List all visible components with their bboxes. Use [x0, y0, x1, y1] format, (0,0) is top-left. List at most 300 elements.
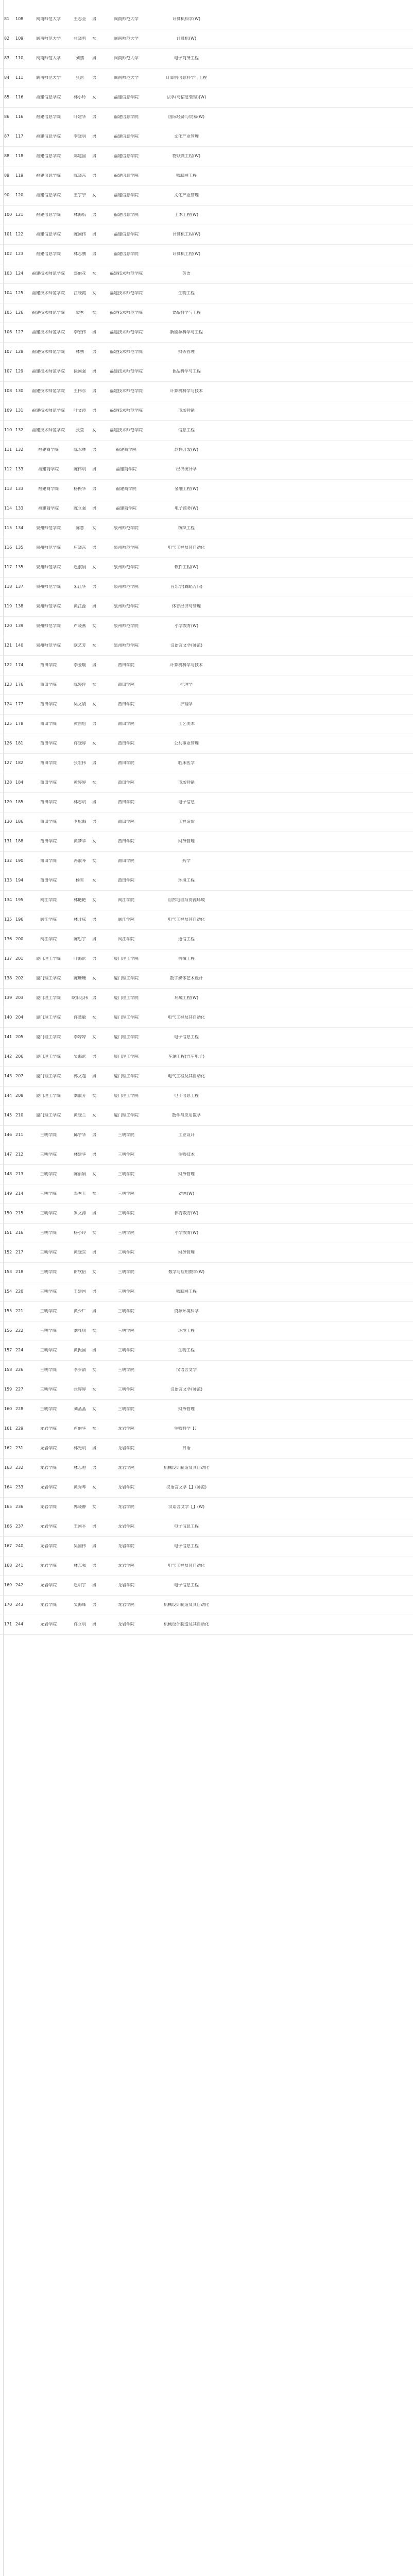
- row-major: 计算机工程(W): [172, 232, 201, 236]
- table-row: [0, 1184, 413, 1204]
- row-index: 157: [4, 1348, 12, 1352]
- row-name: 杨振华: [74, 487, 86, 491]
- table-row: [0, 792, 413, 812]
- row-major: 计算机工程(W): [172, 252, 201, 256]
- table-row: [0, 1615, 413, 1635]
- table-row: [0, 1478, 413, 1498]
- row-school: 福建技术师范学院: [32, 311, 65, 315]
- table-row: [0, 1066, 413, 1087]
- row-major: 食品科学与工程: [172, 369, 201, 374]
- row-major: 动画(W): [178, 1192, 195, 1196]
- row-university: 龙岩学院: [118, 1466, 134, 1470]
- row-name: 林光明: [74, 1446, 86, 1450]
- row-name: 梁秀: [76, 311, 84, 315]
- row-school: 莆田学院: [40, 781, 57, 785]
- row-sex: 男: [92, 448, 96, 452]
- row-sex: 男: [92, 1074, 96, 1078]
- row-school: 龙岩学院: [40, 1583, 57, 1587]
- row-school: 三明学院: [40, 1153, 57, 1157]
- row-number: 117: [15, 134, 24, 139]
- row-name: 杨小玲: [74, 1231, 86, 1235]
- row-number: 116: [15, 115, 24, 119]
- table-row: [0, 851, 413, 871]
- row-number: 233: [15, 1485, 24, 1489]
- row-major: 汉语言文学(师范): [170, 643, 203, 648]
- row-university: 莆田学院: [118, 683, 134, 687]
- row-university: 福建信息学院: [114, 154, 139, 158]
- table-row: [0, 518, 413, 538]
- table-row: [0, 597, 413, 617]
- row-school: 龙岩学院: [40, 1446, 57, 1450]
- row-sex: 女: [92, 272, 96, 276]
- row-major: 新能源科学与工程: [170, 330, 203, 334]
- row-university: 福建商学院: [116, 448, 136, 452]
- row-major: 电子信息工程: [174, 1035, 199, 1039]
- row-name: 黄少厂: [74, 1309, 86, 1313]
- row-university: 福建技术师范学院: [110, 428, 143, 432]
- row-name: 王伟东: [74, 389, 86, 393]
- row-major: 机械设计制造及其自动化: [164, 1622, 209, 1626]
- row-number: 174: [15, 663, 24, 667]
- row-major: 电气工程及其自动化: [168, 918, 205, 922]
- row-number: 133: [15, 506, 24, 511]
- row-university: 三明学院: [118, 1407, 134, 1411]
- row-number: 176: [15, 683, 24, 687]
- row-sex: 女: [92, 859, 96, 863]
- row-university: 福建商学院: [116, 467, 136, 471]
- row-major: 电子商务(W): [174, 506, 199, 511]
- row-university: 泉州师范学院: [114, 643, 139, 648]
- row-school: 福建技术师范学院: [32, 409, 65, 413]
- row-name: 李晓明: [74, 134, 86, 139]
- table-row: [0, 949, 413, 969]
- row-index: 147: [4, 1153, 12, 1157]
- row-index: 101: [4, 232, 12, 236]
- table-row: [0, 381, 413, 401]
- row-university: 三明学院: [118, 1153, 134, 1157]
- row-index: 171: [4, 1622, 12, 1626]
- row-school: 福建技术师范学院: [32, 272, 65, 276]
- row-university: 福建技术师范学院: [110, 311, 143, 315]
- row-index: 84: [4, 76, 10, 80]
- row-university: 闽江学院: [118, 937, 134, 941]
- row-major: 通信工程: [178, 937, 195, 941]
- row-name: 李婷婷: [74, 1035, 86, 1039]
- row-school: 三明学院: [40, 1407, 57, 1411]
- table-row: [0, 1204, 413, 1224]
- row-school: 厦门理工学院: [36, 1055, 61, 1059]
- row-index: 125: [4, 722, 12, 726]
- row-sex: 女: [92, 1035, 96, 1039]
- row-sex: 男: [92, 369, 96, 374]
- row-name: 赵淑娟: [74, 565, 86, 569]
- row-sex: 男: [92, 232, 96, 236]
- row-sex: 女: [92, 1329, 96, 1333]
- row-sex: 男: [92, 1309, 96, 1313]
- row-sex: 女: [92, 781, 96, 785]
- row-number: 241: [15, 1564, 24, 1568]
- row-sex: 女: [92, 1231, 96, 1235]
- row-school: 龙岩学院: [40, 1622, 57, 1626]
- row-name: 江晓霞: [74, 291, 86, 295]
- row-sex: 男: [92, 134, 96, 139]
- row-number: 126: [15, 311, 24, 315]
- table-row: [0, 323, 413, 343]
- row-university: 福建技术师范学院: [110, 330, 143, 334]
- table-row: [0, 303, 413, 323]
- row-number: 134: [15, 526, 24, 530]
- row-sex: 男: [92, 1153, 96, 1157]
- table-row: [0, 1360, 413, 1380]
- row-index: 124: [4, 702, 12, 706]
- row-index: 130: [4, 820, 12, 824]
- row-university: 泉州师范学院: [114, 604, 139, 608]
- row-index: 131: [4, 839, 12, 843]
- row-index: 119: [4, 604, 12, 608]
- row-name: 陈丽娟: [74, 1172, 86, 1176]
- row-number: 204: [15, 1015, 24, 1020]
- row-school: 三明学院: [40, 1270, 57, 1274]
- row-school: 泉州师范学院: [36, 526, 61, 530]
- row-major: 生物科学【】: [174, 1427, 199, 1431]
- row-index: 145: [4, 1113, 12, 1117]
- row-school: 厦门理工学院: [36, 957, 61, 961]
- row-sex: 男: [92, 996, 96, 1000]
- row-number: 129: [15, 369, 24, 374]
- row-number: 213: [15, 1172, 24, 1176]
- row-major: 数字媒体艺术设计: [170, 976, 203, 980]
- table-row: [0, 636, 413, 656]
- row-school: 泉州师范学院: [36, 546, 61, 550]
- row-university: 莆田学院: [118, 722, 134, 726]
- table-row: [0, 342, 413, 362]
- row-school: 三明学院: [40, 1172, 57, 1176]
- row-sex: 男: [92, 1250, 96, 1255]
- row-school: 龙岩学院: [40, 1603, 57, 1607]
- row-major: 机械设计制造及其自动化: [164, 1466, 209, 1470]
- row-sex: 男: [92, 252, 96, 256]
- row-name: 林开成: [74, 918, 86, 922]
- row-university: 厦门理工学院: [114, 996, 139, 1000]
- row-sex: 男: [92, 800, 96, 804]
- row-university: 厦门理工学院: [114, 1113, 139, 1117]
- row-name: 张婷婷: [74, 1387, 86, 1392]
- row-number: 215: [15, 1211, 24, 1215]
- row-number: 125: [15, 291, 24, 295]
- row-school: 福建技术师范学院: [32, 428, 65, 432]
- row-index: 149: [4, 1192, 12, 1196]
- row-index: 82: [4, 37, 10, 41]
- row-major: 生物工程: [178, 291, 195, 295]
- row-school: 三明学院: [40, 1348, 57, 1352]
- row-index: 127: [4, 761, 12, 765]
- row-sex: 男: [92, 467, 96, 471]
- row-sex: 女: [92, 1192, 96, 1196]
- row-university: 福建商学院: [116, 506, 136, 511]
- row-university: 三明学院: [118, 1211, 134, 1215]
- table-row: [0, 1517, 413, 1537]
- row-number: 202: [15, 976, 24, 980]
- table-row: [0, 1145, 413, 1165]
- row-index: 100: [4, 213, 12, 217]
- row-index: 86: [4, 115, 10, 119]
- row-name: 陈永林: [74, 448, 86, 452]
- row-university: 福建信息学院: [114, 193, 139, 197]
- row-index: 108: [4, 389, 12, 393]
- row-major: 电气工程及其自动化: [168, 546, 205, 550]
- row-number: 203: [15, 996, 24, 1000]
- row-school: 三明学院: [40, 1290, 57, 1294]
- row-index: 89: [4, 174, 10, 178]
- row-sex: 女: [92, 1172, 96, 1176]
- row-number: 181: [15, 741, 24, 745]
- row-school: 福建商学院: [38, 487, 59, 491]
- row-index: 155: [4, 1309, 12, 1313]
- row-index: 133: [4, 878, 12, 883]
- table-row: [0, 538, 413, 558]
- row-name: 陈婷萍: [74, 683, 86, 687]
- row-sex: 男: [92, 585, 96, 589]
- row-index: 134: [4, 898, 12, 902]
- table-row: [0, 88, 413, 108]
- table-row: [0, 890, 413, 910]
- row-school: 三明学院: [40, 1211, 57, 1215]
- row-index: 160: [4, 1407, 12, 1411]
- table-row: [0, 1125, 413, 1145]
- table-row: [0, 1243, 413, 1263]
- row-name: 杨雪: [76, 878, 84, 883]
- table-row: [0, 1106, 413, 1126]
- row-university: 三明学院: [118, 1290, 134, 1294]
- row-index: 138: [4, 976, 12, 980]
- row-sex: 男: [92, 761, 96, 765]
- row-number: 139: [15, 624, 24, 628]
- row-sex: 男: [92, 1603, 96, 1607]
- row-number: 122: [15, 232, 24, 236]
- row-school: 龙岩学院: [40, 1544, 57, 1548]
- row-index: 90: [4, 193, 10, 197]
- row-name: 陈慧: [76, 526, 84, 530]
- table-row: [0, 1282, 413, 1302]
- row-name: 卢晓燕: [74, 624, 86, 628]
- row-school: 闽南师范大学: [36, 37, 61, 41]
- row-sex: 男: [92, 1055, 96, 1059]
- row-number: 227: [15, 1387, 24, 1392]
- row-major: 电气工程及其自动化: [168, 1074, 205, 1078]
- table-row: [0, 420, 413, 440]
- row-index: 103: [4, 272, 12, 276]
- row-index: 164: [4, 1485, 12, 1489]
- row-school: 福建信息学院: [36, 154, 61, 158]
- table-row: [0, 225, 413, 245]
- table-row: [0, 1223, 413, 1243]
- row-school: 龙岩学院: [40, 1427, 57, 1431]
- row-index: 104: [4, 291, 12, 295]
- row-university: 福建技术师范学院: [110, 389, 143, 393]
- row-index: 153: [4, 1270, 12, 1274]
- row-school: 厦门理工学院: [36, 1113, 61, 1117]
- row-name: 赵明宇: [74, 1583, 86, 1587]
- row-major: 公共事业管理: [174, 741, 199, 745]
- row-index: 167: [4, 1544, 12, 1548]
- row-index: 132: [4, 859, 12, 863]
- table-row: [0, 9, 413, 29]
- row-name: 朱江华: [74, 585, 86, 589]
- row-name: 庄晓东: [74, 546, 86, 550]
- row-major: 机械工程: [178, 957, 195, 961]
- row-number: 218: [15, 1270, 24, 1274]
- row-name: 陈立强: [74, 506, 86, 511]
- row-major: 电子信息工程: [174, 1524, 199, 1529]
- row-major: 数学与应用数学: [172, 1113, 201, 1117]
- row-name: 陈晓东: [74, 174, 86, 178]
- row-index: 102: [4, 252, 12, 256]
- table-row: [0, 1341, 413, 1361]
- row-school: 闽南师范大学: [36, 76, 61, 80]
- row-index: 161: [4, 1427, 12, 1431]
- row-sex: 女: [92, 311, 96, 315]
- row-sex: 男: [92, 604, 96, 608]
- table-row: [0, 1575, 413, 1596]
- row-major: 纺织工程: [178, 526, 195, 530]
- row-major: 资源环境科学: [174, 1309, 199, 1313]
- row-major: 电气工程及其自动化: [168, 1564, 205, 1568]
- row-university: 福建技术师范学院: [110, 369, 143, 374]
- row-name: 欧艺芳: [74, 643, 86, 648]
- row-index: 126: [4, 741, 12, 745]
- row-school: 福建信息学院: [36, 134, 61, 139]
- row-school: 莆田学院: [40, 741, 57, 745]
- row-university: 福建技术师范学院: [110, 409, 143, 413]
- row-major: 体育经济与管理: [172, 604, 201, 608]
- row-number: 133: [15, 487, 24, 491]
- table-row: [0, 655, 413, 675]
- table-row: [0, 969, 413, 989]
- row-university: 三明学院: [118, 1133, 134, 1137]
- row-sex: 男: [92, 213, 96, 217]
- table-row: [0, 675, 413, 695]
- row-university: 福建商学院: [116, 487, 136, 491]
- table-row: [0, 714, 413, 734]
- row-name: 黄国旭: [74, 722, 86, 726]
- row-name: 陈国伟: [74, 232, 86, 236]
- table-row: [0, 1086, 413, 1106]
- row-number: 207: [15, 1074, 24, 1078]
- row-sex: 男: [92, 1564, 96, 1568]
- row-number: 135: [15, 565, 24, 569]
- row-school: 莆田学院: [40, 839, 57, 843]
- row-index: 148: [4, 1172, 12, 1176]
- row-number: 184: [15, 781, 24, 785]
- row-index: 141: [4, 1035, 12, 1039]
- table-row: [0, 29, 413, 49]
- row-university: 莆田学院: [118, 839, 134, 843]
- row-school: 福建商学院: [38, 448, 59, 452]
- row-university: 泉州师范学院: [114, 585, 139, 589]
- row-name: 吴海滨: [74, 1055, 86, 1059]
- row-school: 福建信息学院: [36, 193, 61, 197]
- row-number: 133: [15, 467, 24, 471]
- row-school: 龙岩学院: [40, 1505, 57, 1509]
- row-school: 福建商学院: [38, 467, 59, 471]
- table-row: [0, 910, 413, 930]
- row-number: 108: [15, 17, 24, 21]
- row-major: 计算机(W): [176, 37, 197, 41]
- row-name: 林志超: [74, 1466, 86, 1470]
- row-major: 汉语言文学: [176, 1368, 197, 1372]
- row-index: 159: [4, 1387, 12, 1392]
- row-index: 136: [4, 937, 12, 941]
- row-index: 168: [4, 1564, 12, 1568]
- row-name: 郭晓静: [74, 1505, 86, 1509]
- row-name: 林小玲: [74, 95, 86, 99]
- row-sex: 男: [92, 1211, 96, 1215]
- table-row: [0, 1556, 413, 1576]
- row-school: 莆田学院: [40, 663, 57, 667]
- row-school: 福建信息学院: [36, 213, 61, 217]
- row-name: 叶海滨: [74, 957, 86, 961]
- table-row: [0, 1438, 413, 1459]
- table-row: [0, 205, 413, 225]
- row-number: 128: [15, 350, 24, 354]
- table-row: [0, 1595, 413, 1615]
- row-name: 王建国: [74, 1290, 86, 1294]
- row-index: 166: [4, 1524, 12, 1529]
- row-sex: 女: [92, 1407, 96, 1411]
- row-name: 陈珊珊: [74, 976, 86, 980]
- row-number: 224: [15, 1348, 24, 1352]
- row-number: 186: [15, 820, 24, 824]
- row-major: 计算机信息科学与工程: [166, 76, 207, 80]
- row-index: 106: [4, 330, 12, 334]
- row-university: 福建信息学院: [114, 232, 139, 236]
- row-index: 107: [4, 350, 12, 354]
- row-number: 214: [15, 1192, 24, 1196]
- table-row: [0, 1027, 413, 1047]
- row-name: 刘晶晶: [74, 1407, 86, 1411]
- row-university: 福建信息学院: [114, 174, 139, 178]
- row-university: 三明学院: [118, 1309, 134, 1313]
- row-sex: 女: [92, 878, 96, 883]
- row-major: 土木工程(W): [174, 213, 199, 217]
- row-name: 叶文涛: [74, 409, 86, 413]
- row-name: 吴文婧: [74, 702, 86, 706]
- row-sex: 男: [92, 918, 96, 922]
- row-name: 邓秀玉: [74, 1192, 86, 1196]
- row-sex: 男: [92, 1466, 96, 1470]
- row-major: 临床医学: [178, 761, 195, 765]
- row-name: 李宏伟: [74, 330, 86, 334]
- row-school: 莆田学院: [40, 702, 57, 706]
- row-sex: 男: [92, 115, 96, 119]
- row-school: 泉州师范学院: [36, 604, 61, 608]
- row-university: 龙岩学院: [118, 1564, 134, 1568]
- table-row: [0, 832, 413, 852]
- row-school: 厦门理工学院: [36, 976, 61, 980]
- row-university: 三明学院: [118, 1231, 134, 1235]
- row-sex: 男: [92, 330, 96, 334]
- row-school: 闽江学院: [40, 898, 57, 902]
- row-name: 刘雅琪: [74, 1329, 86, 1333]
- row-name: 林海航: [74, 213, 86, 217]
- row-name: 林建华: [74, 1153, 86, 1157]
- row-university: 三明学院: [118, 1172, 134, 1176]
- row-university: 福建技术师范学院: [110, 291, 143, 295]
- row-index: 111: [4, 448, 12, 452]
- row-index: 128: [4, 781, 12, 785]
- row-index: 158: [4, 1368, 12, 1372]
- row-university: 三明学院: [118, 1270, 134, 1274]
